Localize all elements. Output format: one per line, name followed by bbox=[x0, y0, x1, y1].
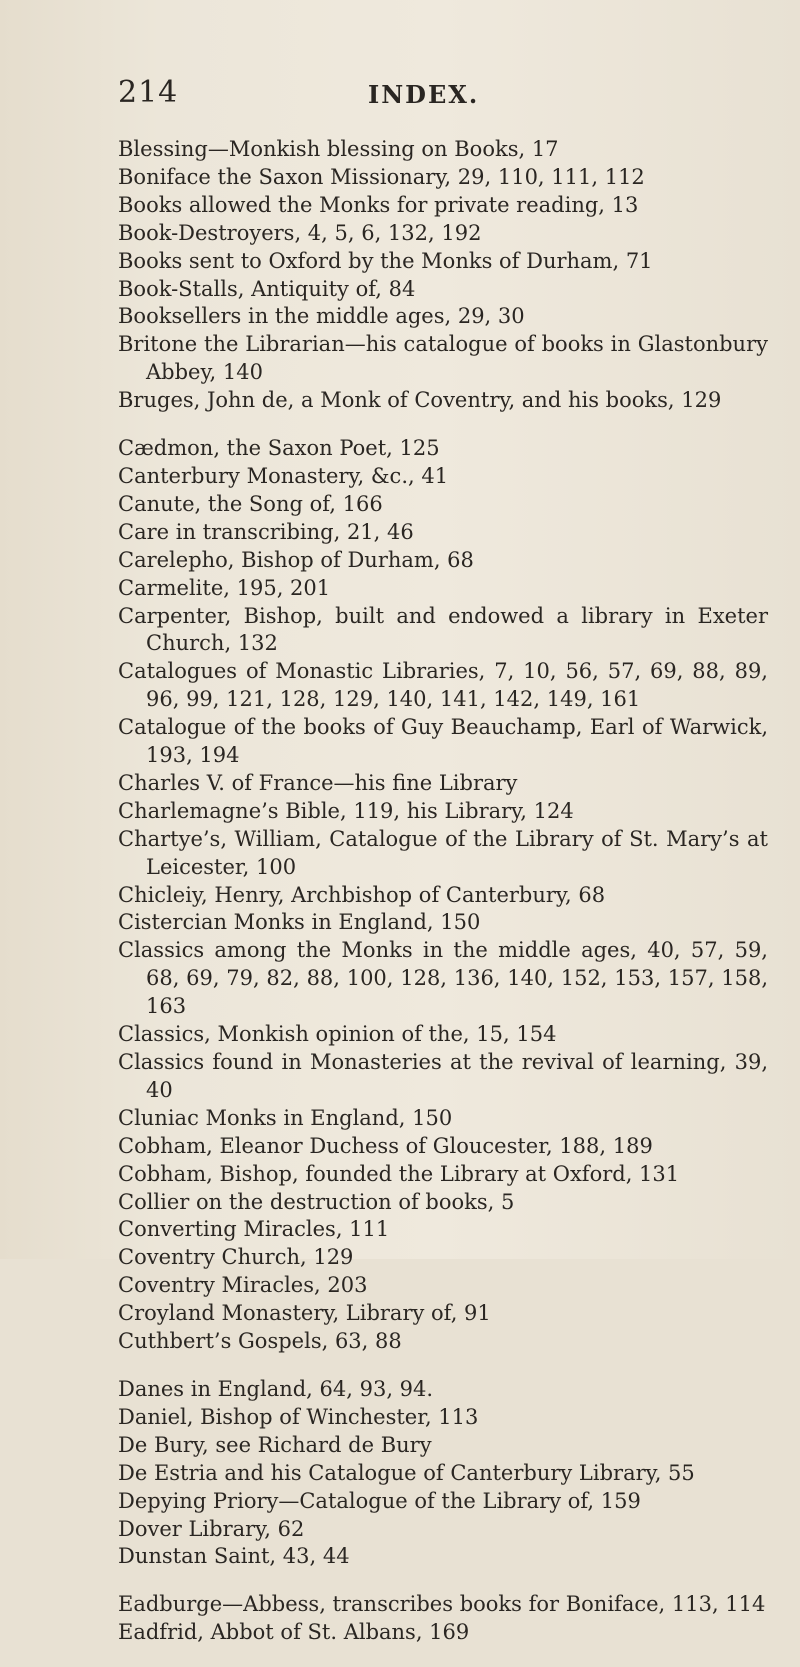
index-entry: Carpenter, Bishop, built and endowed a library in Exeter Church, 132 bbox=[118, 603, 768, 656]
index-letter-group bbox=[118, 1591, 768, 1647]
index-entry: Carmelite, 195, 201 bbox=[118, 575, 331, 600]
index-entry: Croyland Monastery, Library of, 91 bbox=[118, 1301, 491, 1326]
index-entry: Booksellers in the middle ages, 29, 30 bbox=[118, 304, 525, 329]
index-entry: Blessing—Monkish blessing on Books, 17 bbox=[118, 137, 559, 161]
index-entries bbox=[118, 136, 768, 1667]
index-entry: Eadfrid, Abbot of St. Albans, 169 bbox=[118, 1620, 470, 1645]
index-entry: Converting Miracles, 111 bbox=[118, 1217, 390, 1242]
index-entry: Boniface the Saxon Missionary, 29, 110, 111, 112 bbox=[118, 164, 645, 189]
index-entry: Britone the Librarian—his catalogue of books in Glastonbury Abbey, 140 bbox=[118, 332, 768, 385]
index-entry: Danes in England, 64, 93, 94. bbox=[118, 1376, 434, 1401]
index-entry: Classics among the Monks in the middle ages, 40, 57, 59, 68, 69, 79, 82, 88, 100, 128, 136, 140, 152, 153, 157, 158, 163 bbox=[118, 938, 768, 1019]
index-entry: Eadburge—Abbess, transcribes books for Boniface, 113, 114 bbox=[118, 1592, 766, 1617]
index-entry: Books sent to Oxford by the Monks of Durham, 71 bbox=[118, 248, 653, 273]
index-entry: Cobham, Bishop, founded the Library at Oxford, 131 bbox=[118, 1161, 680, 1186]
index-entry: Cuthbert’s Gospels, 63, 88 bbox=[118, 1329, 402, 1354]
index-entry: Cobham, Eleanor Duchess of Gloucester, 188, 189 bbox=[118, 1133, 653, 1158]
index-entry: Charlemagne’s Bible, 119, his Library, 124 bbox=[118, 798, 574, 823]
index-letter-group bbox=[118, 1376, 768, 1571]
index-letter-group bbox=[118, 435, 768, 1356]
index-entry: Dover Library, 62 bbox=[118, 1516, 305, 1541]
index-entry: Books allowed the Monks for private reading, 13 bbox=[118, 192, 639, 217]
index-entry: Catalogues of Monastic Libraries, 7, 10, 56, 57, 69, 88, 89, 96, 99, 121, 128, 129, 140, 141, 142, 149, 161 bbox=[118, 659, 768, 712]
index-entry: Chicleiy, Henry, Archbishop of Canterbury, 68 bbox=[118, 882, 606, 907]
page-header bbox=[118, 75, 770, 114]
index-entry: De Bury, see Richard de Bury bbox=[118, 1432, 432, 1457]
index-entry: Coventry Miracles, 203 bbox=[118, 1273, 368, 1298]
index-entry: Bruges, John de, a Monk of Coventry, and his books, 129 bbox=[118, 388, 722, 413]
index-entry: Catalogue of the books of Guy Beauchamp, Earl of Warwick, 193, 194 bbox=[118, 715, 768, 768]
page-number: 214 bbox=[118, 75, 179, 110]
index-entry: Cluniac Monks in England, 150 bbox=[118, 1105, 453, 1130]
index-entry: Chartye’s, William, Catalogue of the Library of St. Mary’s at Leicester, 100 bbox=[118, 826, 768, 879]
index-entry: Carelepho, Bishop of Durham, 68 bbox=[118, 547, 474, 572]
index-entry: Coventry Church, 129 bbox=[118, 1245, 354, 1270]
running-head: INDEX. bbox=[368, 80, 480, 109]
index-entry: Canute, the Song of, 166 bbox=[118, 491, 383, 516]
index-entry: De Estria and his Catalogue of Canterbury Library, 55 bbox=[118, 1460, 695, 1485]
index-entry: Book-Stalls, Antiquity of, 84 bbox=[118, 276, 416, 301]
index-entry: Classics found in Monasteries at the revival of learning, 39, 40 bbox=[118, 1050, 768, 1102]
index-entry: Dunstan Saint, 43, 44 bbox=[118, 1544, 350, 1569]
index-entry: Depying Priory—Catalogue of the Library of, 159 bbox=[118, 1488, 641, 1513]
index-entry: Care in transcribing, 21, 46 bbox=[118, 519, 414, 544]
index-entry: Collier on the destruction of books, 5 bbox=[118, 1189, 515, 1214]
index-entry: Canterbury Monastery, &c., 41 bbox=[118, 463, 449, 488]
index-letter-group bbox=[118, 136, 768, 415]
index-entry: Cistercian Monks in England, 150 bbox=[118, 910, 481, 935]
index-entry: Daniel, Bishop of Winchester, 113 bbox=[118, 1404, 479, 1429]
index-entry: Charles V. of France—his fine Library bbox=[118, 770, 518, 795]
index-entry: Book-Destroyers, 4, 5, 6, 132, 192 bbox=[118, 220, 482, 245]
index-entry: Classics, Monkish opinion of the, 15, 154 bbox=[118, 1022, 557, 1047]
index-entry: Cædmon, the Saxon Poet, 125 bbox=[118, 436, 440, 461]
